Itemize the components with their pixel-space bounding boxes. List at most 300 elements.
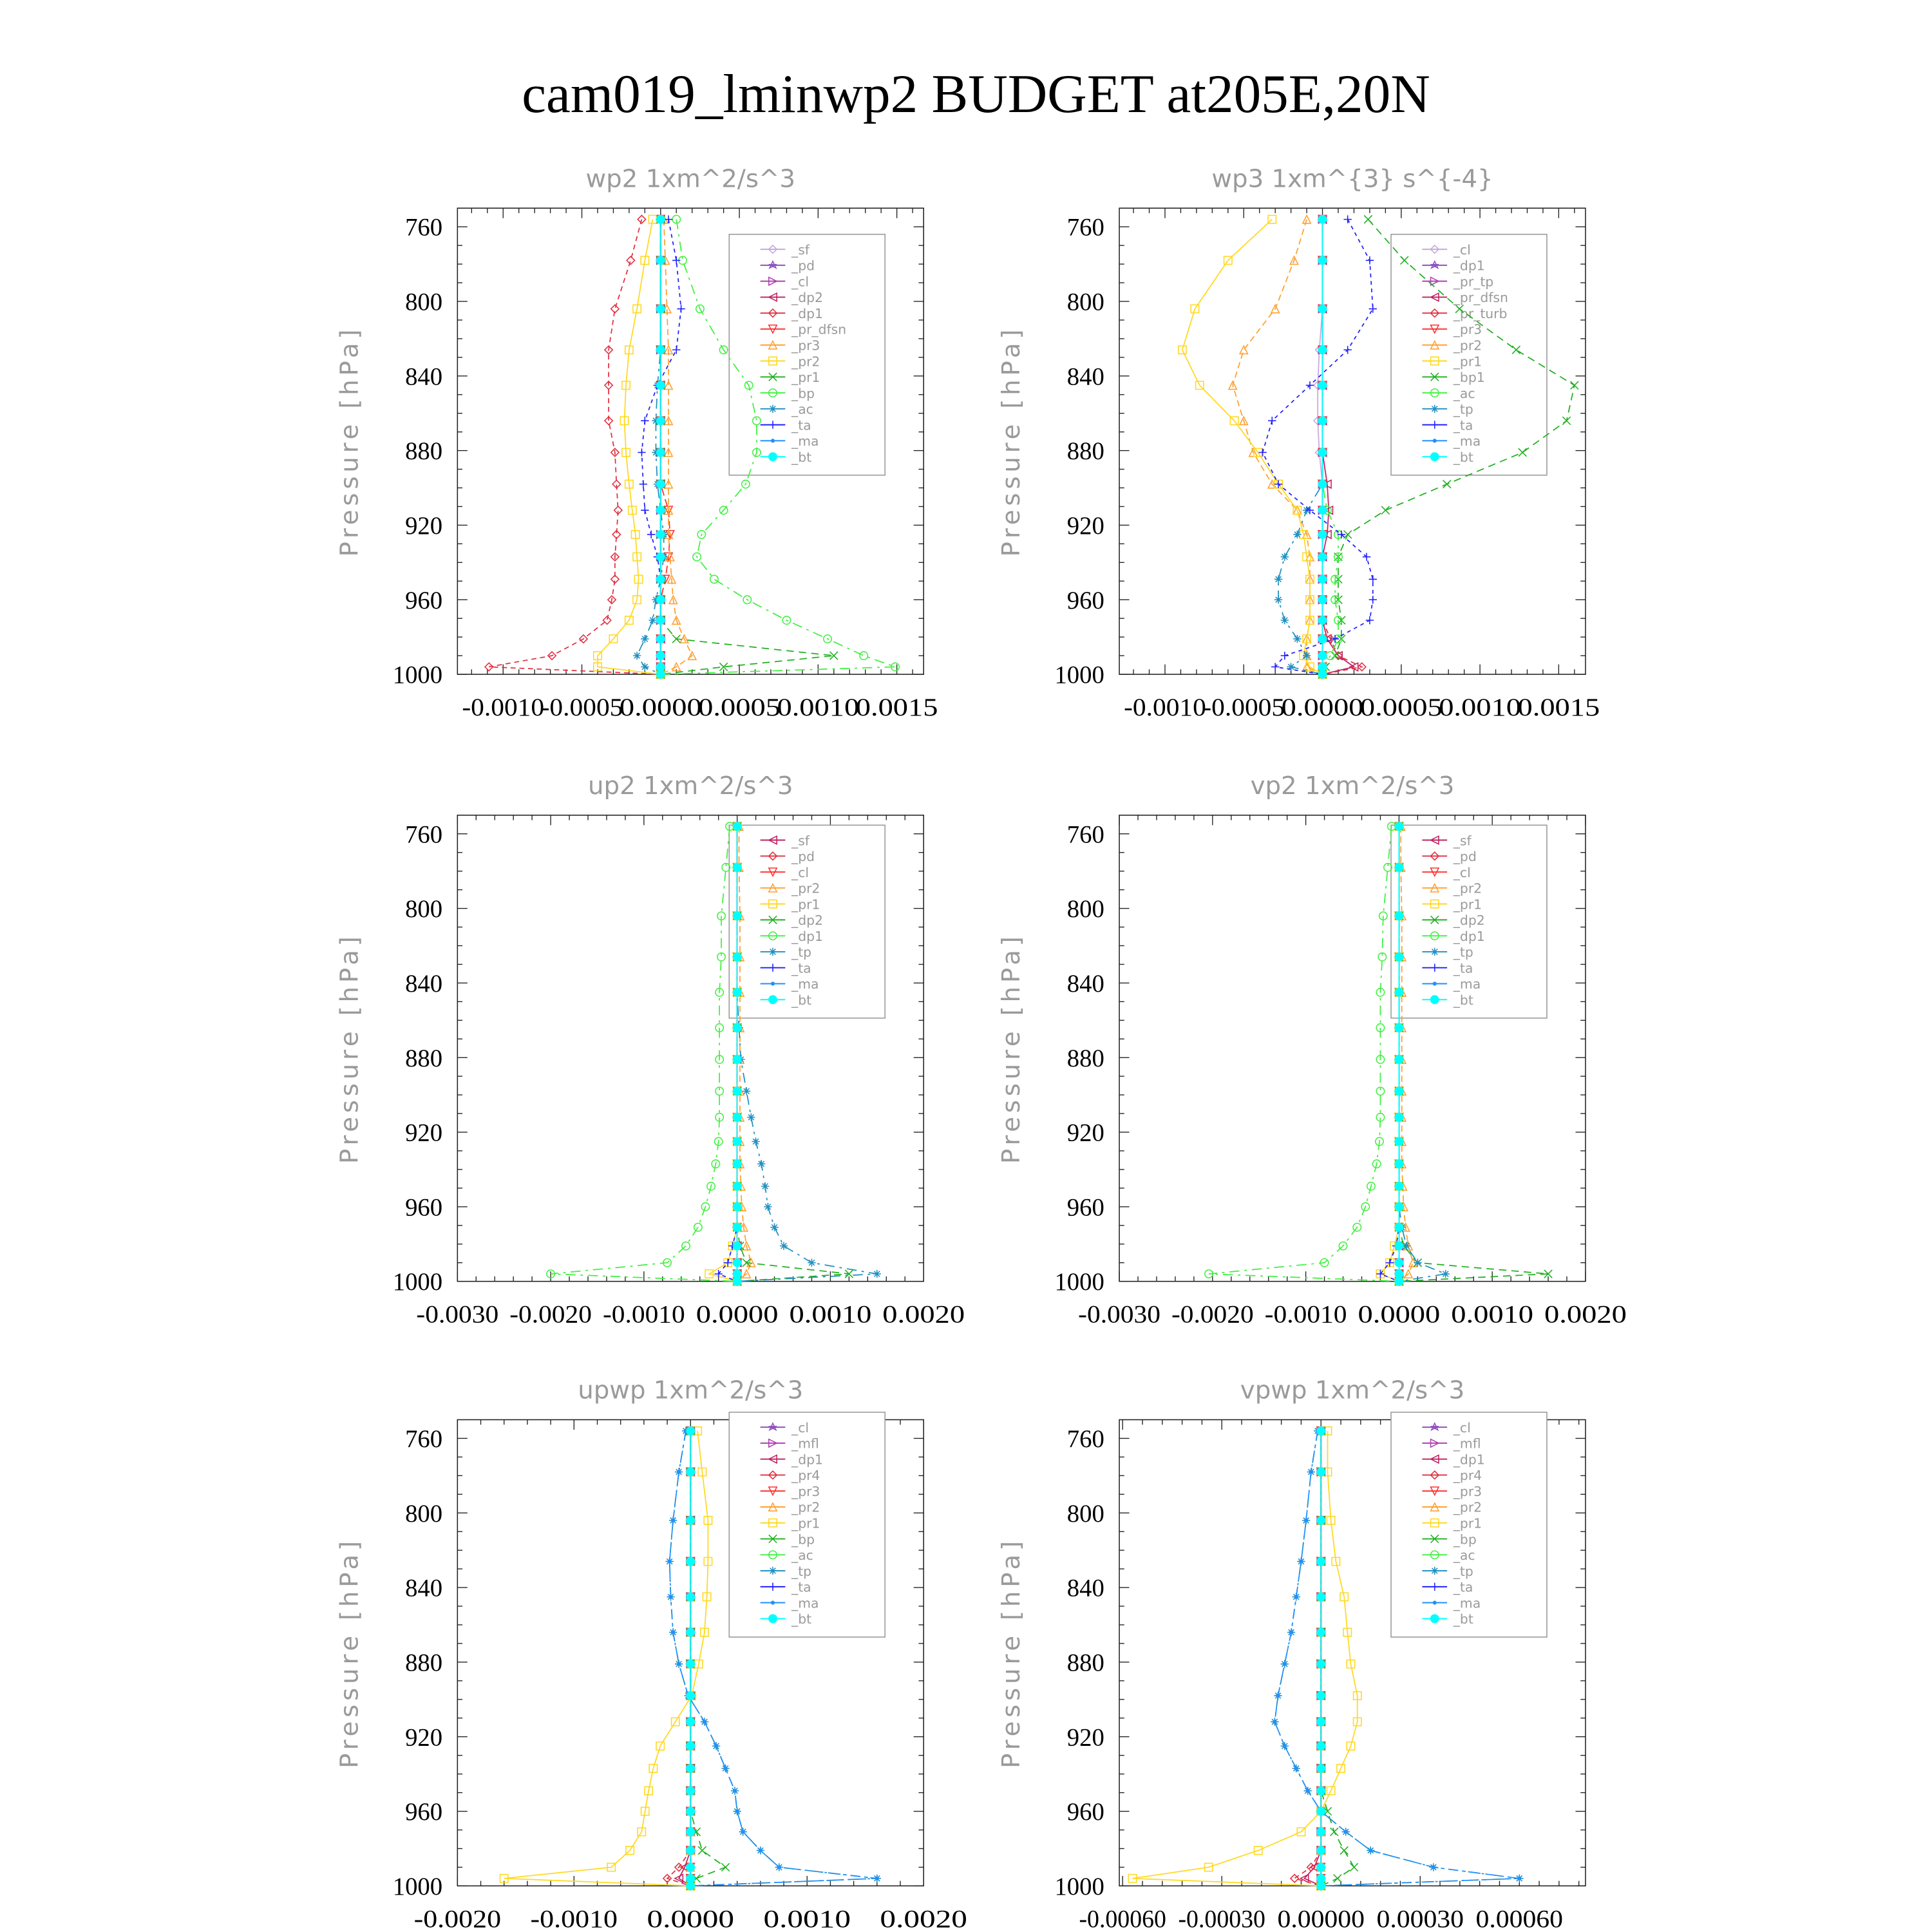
panel-title: up2 1xm^2/s^3	[588, 771, 793, 800]
y-tick-label: 760	[405, 1426, 443, 1454]
data-point	[724, 1767, 727, 1770]
y-tick-label: 880	[1066, 1649, 1104, 1677]
data-point	[657, 663, 665, 670]
data-point	[741, 1830, 744, 1833]
y-tick-label: 960	[405, 1799, 443, 1826]
panel-title: vp2 1xm^2/s^3	[1250, 771, 1455, 800]
series-bt	[1318, 215, 1326, 678]
data-point	[639, 480, 647, 488]
data-point	[657, 596, 665, 603]
data-point	[1395, 1277, 1403, 1285]
x-tick-label: -0.00030	[1178, 1906, 1265, 1932]
data-point	[1395, 1270, 1403, 1278]
legend-label: _ta	[791, 960, 811, 976]
x-tick-label: -0.0020	[413, 1906, 502, 1932]
data-point	[1318, 635, 1326, 643]
data-point	[641, 635, 649, 643]
legend-label: _sf	[1453, 833, 1472, 849]
series-line	[690, 1431, 725, 1886]
series-pr_dfsn	[1318, 215, 1358, 678]
series-pr1	[500, 1427, 712, 1890]
data-point	[627, 256, 634, 264]
y-tick-label: 760	[405, 821, 443, 849]
y-tick-label: 760	[1066, 214, 1104, 242]
data-point	[1317, 1718, 1325, 1725]
data-point	[1340, 1846, 1348, 1854]
x-tick-label: -0.00060	[1079, 1906, 1166, 1932]
data-point	[687, 1517, 694, 1524]
legend-label: _pr4	[791, 1468, 820, 1484]
y-tick-label: 880	[405, 1649, 443, 1677]
y-tick-label: 800	[1066, 896, 1104, 923]
data-point	[1318, 346, 1326, 354]
data-point	[687, 1787, 694, 1795]
data-point	[703, 1720, 706, 1723]
data-point	[733, 1259, 741, 1267]
y-tick-label: 800	[1066, 1500, 1104, 1528]
data-point	[1306, 381, 1314, 389]
legend-label: _ac	[1453, 385, 1475, 401]
y-tick-label: 920	[405, 1724, 443, 1752]
data-point	[1310, 1470, 1313, 1473]
data-point	[1317, 1882, 1325, 1889]
data-point	[1281, 553, 1289, 560]
data-point	[1395, 1203, 1403, 1211]
data-point	[1317, 1517, 1325, 1524]
data-point	[1350, 1863, 1358, 1871]
legend-label: _bt	[1453, 449, 1473, 465]
data-point	[1395, 1113, 1403, 1121]
y-tick-label: 1000	[392, 1269, 443, 1296]
data-point	[1290, 1631, 1293, 1634]
data-point	[1317, 1468, 1325, 1475]
legend-label: _pr1	[1453, 1515, 1482, 1531]
data-point	[780, 1242, 788, 1249]
legend-label: _dp1	[1453, 928, 1485, 944]
x-tick-label: 0.00030	[1376, 1906, 1464, 1932]
y-tick-label: 840	[405, 363, 443, 391]
y-tick-label: 1000	[1054, 1873, 1104, 1900]
data-point	[1306, 1789, 1309, 1792]
data-point	[1293, 635, 1301, 643]
series-line	[1209, 826, 1399, 1281]
data-point	[1381, 506, 1389, 514]
legend-marker-icon	[769, 1615, 777, 1622]
data-point	[641, 506, 649, 514]
y-tick-label: 800	[405, 896, 443, 923]
data-point	[1571, 381, 1578, 389]
data-point	[1318, 652, 1326, 659]
y-axis-label: Pressure [hPa]	[335, 933, 365, 1164]
x-tick-label: 0.0000	[619, 694, 702, 721]
legend-label: _tp	[791, 1563, 812, 1579]
x-tick-label: 0.0010	[777, 694, 860, 721]
data-point	[1317, 1828, 1325, 1835]
legend-marker-icon	[1433, 982, 1436, 985]
data-point	[687, 1593, 694, 1600]
legend-label: _bt	[791, 449, 812, 465]
data-point	[657, 670, 665, 678]
y-tick-label: 920	[405, 513, 443, 540]
legend-label: _ma	[791, 1595, 819, 1611]
data-point	[677, 1470, 681, 1473]
data-point	[1318, 531, 1326, 538]
x-tick-label: 0.00060	[1475, 1906, 1564, 1932]
data-point	[733, 1182, 741, 1190]
series-line	[1323, 220, 1338, 674]
series-pr4	[1291, 1427, 1325, 1890]
figure-title: cam019_lminwp2 BUDGET at205E,20N	[522, 64, 1430, 125]
data-point	[759, 1849, 762, 1852]
data-point	[1318, 480, 1326, 488]
legend-label: _pr2	[791, 1499, 820, 1515]
data-point	[1276, 1694, 1280, 1698]
data-point	[715, 1745, 718, 1748]
data-point	[1274, 575, 1282, 583]
legend-label: _cl	[791, 864, 810, 880]
data-point	[638, 448, 645, 456]
legend-label: _ma	[1453, 976, 1481, 992]
legend-label: _pr3	[1453, 321, 1482, 337]
legend-label: _pr2	[791, 880, 820, 896]
data-point	[657, 506, 665, 514]
x-tick-label: -0.0020	[1171, 1301, 1254, 1329]
data-point	[657, 215, 665, 223]
data-point	[1395, 1160, 1403, 1168]
x-tick-label: 0.0000	[696, 1301, 779, 1329]
x-tick-label: 0.0005	[1359, 694, 1443, 721]
panels	[335, 164, 1626, 1932]
data-point	[677, 1663, 681, 1666]
y-tick-label: 880	[1066, 438, 1104, 466]
x-tick-label: 0.0005	[698, 694, 781, 721]
legend-label: _pd	[1453, 849, 1477, 865]
data-point	[1395, 864, 1403, 871]
data-point	[1317, 1557, 1325, 1565]
data-point	[1366, 616, 1374, 624]
data-point	[1403, 1242, 1410, 1249]
x-tick-label: 0.0020	[880, 1906, 967, 1932]
legend	[729, 825, 885, 1018]
series-line	[1323, 220, 1362, 674]
data-point	[733, 912, 741, 920]
y-tick-label: 920	[1066, 513, 1104, 540]
x-tick-label: 0.0010	[763, 1906, 851, 1932]
legend-label: _sf	[791, 833, 810, 849]
panel-title: upwp 1xm^2/s^3	[578, 1376, 804, 1405]
data-point	[875, 1877, 878, 1880]
legend-label: _pr2	[1453, 1499, 1482, 1515]
series-cl	[1314, 215, 1327, 678]
data-point	[1271, 663, 1279, 670]
data-point	[1395, 912, 1403, 920]
data-point	[687, 1875, 694, 1882]
data-point	[1317, 1846, 1325, 1854]
panel-2	[997, 164, 1600, 721]
data-point	[743, 1087, 750, 1095]
x-tick-label: 0.0000	[1358, 1301, 1441, 1329]
legend-label: _cl	[1453, 242, 1471, 258]
y-tick-label: 760	[405, 214, 443, 242]
data-point	[1318, 305, 1326, 312]
data-point	[1395, 953, 1403, 961]
series-pr2	[1229, 215, 1327, 678]
series-pr3	[657, 215, 696, 678]
x-tick-label: 0.0000	[647, 1906, 735, 1932]
legend-label: _pr2	[791, 354, 820, 370]
data-point	[1317, 1742, 1325, 1750]
data-point	[1305, 1519, 1308, 1522]
data-point	[1518, 1877, 1521, 1880]
data-point	[1369, 1849, 1372, 1852]
panel-title: vpwp 1xm^2/s^3	[1240, 1376, 1465, 1405]
data-point	[657, 305, 665, 312]
x-tick-label: 0.0010	[789, 1301, 872, 1329]
data-point	[657, 575, 665, 583]
data-point	[1395, 989, 1403, 996]
data-point	[733, 1113, 741, 1121]
data-point	[1318, 616, 1326, 624]
legend-label: _ma	[791, 433, 819, 450]
legend-label: _dp2	[791, 290, 823, 306]
data-point	[657, 635, 665, 643]
data-point	[657, 256, 665, 264]
y-tick-label: 920	[405, 1119, 443, 1147]
data-point	[1317, 1692, 1325, 1700]
data-point	[734, 1789, 737, 1792]
legend-label: _sf	[791, 242, 810, 258]
data-point	[1318, 575, 1326, 583]
legend-marker-icon	[769, 453, 777, 460]
y-tick-label: 960	[1066, 587, 1104, 614]
legend-marker-icon	[1431, 948, 1439, 956]
legend-label: _bp	[791, 1531, 815, 1548]
legend-label: _dp1	[791, 305, 823, 321]
legend-label: _ta	[1453, 1579, 1473, 1595]
data-point	[733, 822, 741, 830]
x-tick-label: 0.00000	[1277, 1906, 1365, 1932]
data-point	[1287, 663, 1294, 670]
data-point	[657, 616, 665, 624]
data-point	[1294, 1595, 1298, 1598]
y-tick-label: 880	[405, 1045, 443, 1072]
data-point	[733, 989, 741, 996]
y-axis-label: Pressure [hPa]	[997, 933, 1027, 1164]
legend-label: _tp	[791, 944, 812, 960]
series-line	[661, 220, 670, 674]
legend-label: _dp1	[1453, 258, 1485, 274]
data-point	[657, 448, 665, 456]
legend-label: _pr1	[791, 896, 820, 913]
data-point	[1432, 1866, 1435, 1869]
legend-label: _dp2	[1453, 913, 1485, 929]
legend-label: _pr4	[1453, 1468, 1482, 1484]
data-point	[733, 1137, 741, 1145]
series-line	[1318, 220, 1322, 674]
data-point	[1343, 346, 1351, 354]
data-point	[873, 1270, 881, 1278]
data-point	[1318, 506, 1326, 514]
panel-1	[335, 164, 938, 721]
legend-marker-icon	[1431, 996, 1439, 1003]
data-point	[1366, 256, 1374, 264]
data-point	[687, 1718, 694, 1725]
y-axis-label: Pressure [hPa]	[335, 325, 365, 557]
data-point	[1318, 448, 1326, 456]
x-tick-label: 0.0015	[1517, 694, 1600, 721]
data-point	[1331, 1828, 1338, 1835]
x-tick-label: 0.0020	[882, 1301, 965, 1329]
data-point	[808, 1259, 815, 1267]
data-point	[1343, 215, 1351, 223]
data-point	[657, 531, 665, 538]
legend-label: _pr_dfsn	[791, 321, 847, 337]
legend-label: _pr2	[1453, 337, 1482, 354]
legend-label: _dp1	[1453, 1452, 1485, 1468]
legend-label: _ta	[791, 1579, 811, 1595]
data-point	[1318, 553, 1326, 560]
y-tick-label: 840	[405, 1575, 443, 1602]
series-dp1	[1205, 822, 1403, 1285]
legend-label: _ac	[1453, 1548, 1475, 1564]
legend-marker-icon	[772, 439, 775, 442]
y-tick-label: 760	[1066, 1426, 1104, 1454]
legend-label: _pr_dfsn	[1453, 290, 1508, 306]
data-point	[735, 1810, 739, 1813]
data-point	[1364, 215, 1372, 223]
data-point	[657, 346, 665, 354]
legend-label: _bp1	[1453, 370, 1485, 386]
data-point	[672, 1631, 675, 1634]
data-point	[647, 531, 655, 538]
data-point	[657, 553, 665, 560]
data-point	[669, 1595, 672, 1598]
y-tick-label: 840	[1066, 1575, 1104, 1602]
data-point	[1363, 553, 1370, 560]
data-point	[687, 1427, 694, 1435]
legend	[1391, 1412, 1547, 1637]
legend-label: _bt	[1453, 1611, 1473, 1627]
data-point	[1317, 1593, 1325, 1600]
legend-label: _ma	[1453, 1595, 1481, 1611]
legend-marker-icon	[1433, 439, 1436, 442]
legend-label: _bp	[1453, 1531, 1477, 1548]
data-point	[1273, 1720, 1276, 1723]
series-line	[1233, 220, 1322, 674]
data-point	[657, 381, 665, 389]
data-point	[733, 1270, 741, 1278]
legend-label: _cl	[1453, 1419, 1471, 1435]
data-point	[1443, 480, 1451, 488]
data-point	[1395, 1087, 1403, 1095]
data-point	[1317, 1628, 1325, 1636]
series-ta	[1258, 215, 1377, 678]
x-tick-label: -0.0010	[462, 694, 545, 721]
y-tick-label: 840	[1066, 970, 1104, 998]
legend	[729, 1412, 885, 1637]
data-point	[1317, 1875, 1325, 1882]
legend-label: _pd	[791, 849, 815, 865]
x-tick-label: -0.0020	[509, 1301, 592, 1329]
data-point	[1318, 417, 1326, 424]
legend	[1391, 825, 1547, 1018]
y-tick-label: 840	[1066, 363, 1104, 391]
legend-label: _ac	[791, 401, 813, 417]
data-point	[672, 1519, 675, 1522]
data-point	[687, 1846, 694, 1854]
series-dp1	[547, 822, 741, 1285]
legend-label: _tp	[1453, 1563, 1473, 1579]
legend-label: _bp	[791, 385, 815, 401]
data-point	[1395, 1242, 1403, 1249]
data-point	[1334, 1875, 1341, 1882]
data-point	[698, 1846, 706, 1854]
y-tick-label: 800	[405, 289, 443, 316]
series-line	[1263, 220, 1373, 674]
data-point	[1317, 1660, 1325, 1668]
data-point	[721, 1863, 729, 1871]
legend-label: _pr_tp	[1453, 274, 1494, 290]
data-point	[1281, 616, 1289, 624]
data-point	[649, 616, 656, 624]
data-point	[1317, 1787, 1325, 1795]
x-tick-label: -0.0010	[603, 1301, 685, 1329]
legend-marker-icon	[769, 996, 777, 1003]
legend-label: _ma	[1453, 433, 1481, 450]
series-line	[1321, 1431, 1354, 1886]
y-axis-label: Pressure [hPa]	[335, 1537, 365, 1768]
y-tick-label: 880	[405, 438, 443, 466]
data-point	[1414, 1259, 1421, 1267]
legend-label: _pr1	[791, 370, 820, 386]
x-tick-label: 0.0010	[1439, 694, 1521, 721]
data-point	[770, 1224, 778, 1231]
legend-marker-icon	[772, 1601, 775, 1604]
legend-label: _pr1	[1453, 896, 1482, 913]
y-axis-label: Pressure [hPa]	[997, 325, 1027, 557]
data-point	[668, 1560, 671, 1563]
legend-label: _mfl	[791, 1435, 819, 1452]
legend-label: _ma	[791, 976, 819, 992]
y-tick-label: 960	[405, 587, 443, 614]
data-point	[733, 1203, 741, 1211]
y-tick-label: 960	[1066, 1799, 1104, 1826]
panel-title: wp2 1xm^2/s^3	[585, 164, 796, 194]
data-point	[687, 1692, 694, 1700]
data-point	[1395, 822, 1403, 830]
legend-label: _cl	[791, 1419, 810, 1435]
panel-3	[335, 772, 965, 1329]
series-pr1	[1128, 1427, 1361, 1890]
data-point	[687, 1742, 694, 1750]
legend-label: _ac	[791, 1548, 813, 1564]
legend-label: _cl	[791, 274, 810, 290]
data-point	[687, 1765, 694, 1772]
data-point	[687, 1863, 694, 1871]
x-tick-label: -0.0030	[1078, 1301, 1160, 1329]
series-line	[1278, 220, 1322, 674]
data-point	[1317, 1765, 1325, 1772]
panel-4	[997, 772, 1627, 1329]
x-tick-label: -0.0030	[416, 1301, 499, 1329]
data-point	[641, 417, 649, 424]
legend-label: _bt	[791, 1611, 812, 1627]
data-point	[1317, 1427, 1325, 1435]
y-tick-label: 760	[1066, 821, 1104, 849]
data-point	[752, 1137, 759, 1145]
data-point	[687, 1828, 694, 1835]
data-point	[1562, 417, 1570, 424]
